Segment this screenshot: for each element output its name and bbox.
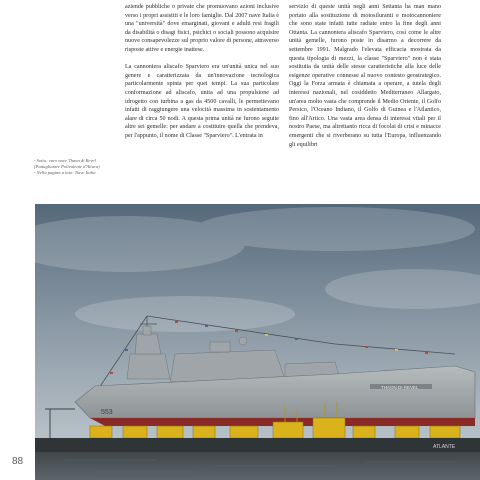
text-column-1 — [125, 3, 279, 141]
photo-caption — [34, 158, 120, 176]
bow-number-text: 553 — [101, 409, 113, 416]
caption-line-2: - Nella pagina a lato: Nave Italia — [34, 169, 96, 175]
page-number: 88 — [12, 456, 24, 467]
barge — [35, 438, 480, 452]
column-2-paragraph-1: servizio di queste unità negli anni Settanta ha man mano portato alla sostituzione di motosiluranti e motocannoniere che sono state infatti tutte radiate entro la fine degli anni Ottanta. La cannoniera aliscafo Sparviero, così come le altre unità gemelle, furono poste in disarmo a decorrere da settembre 1991. Malgrado l'elevata efficacia mostrata da questa tipologia di mezzi, la classe "Sparviero" non è stata sostituita da unità delle stesse caratteristiche alla luce delle esigenze operative connesse al nuovo contesto geostrategico. Oggi la Forza armata è chiamata a operare, a tutela degli interessi nazionali, nel cosiddetto Mediterraneo Allargato, un'area molto vasta che comprende il Medio Oriente, il Golfo Persico, l'Oceano Indiano, il Golfo di Guinea e l'Atlantico, fino all'Artico. Una vasta area densa di interessi vitali per il nostro Paese, ma altrettanto ricca di focolai di crisi e minacce emergenti che si riverberano su tutta l'Europa, influenzando gli equilibri — [289, 4, 441, 148]
barge-name-text: ATLANTE — [433, 444, 456, 450]
column-1-paragraph-1: aziende pubbliche o private che promuovano azioni inclusive verso i propri assistiti e le loro famiglie. Dal 2007 nave Italia è una "università" dove emarginati, giovani e adulti resi fragili da disabilità o disagi fisici, psichici o sociali possono acquisire nuove consapevolezze sul proprio valore di persone, attraverso risposte attive e energie inattese. — [125, 4, 279, 53]
column-1-paragraph-2: La cannoniera aliscafo Sparviero era un'unità unica nel suo genere e caratterizzata da un'innovazione tecnologica particolarmente spinta per quei tempi. La sua particolare conformazione ad aliscafo, unita ad una propulsione ad idrogetto con turbina a gas da 4500 cavalli, le permettevano infatti di raggiungere una velocità massima in sostentamento alare di circa 50 nodi. A questa prima unità ne furono seguite altre sei gemelle: per andare a costituire quella che prendeva, per l'appunto, il nome di Classe "Sparviero". L'entrata in — [125, 64, 279, 139]
ship-launch-photo — [35, 204, 480, 480]
caption-line-1: - Sotto: varo nave Thaon di Revel (Pattugliatore Polivalente d'Altura) — [34, 158, 100, 169]
text-column-2 — [289, 3, 441, 149]
hull-name-text: THAON DI REVEL — [381, 385, 419, 390]
